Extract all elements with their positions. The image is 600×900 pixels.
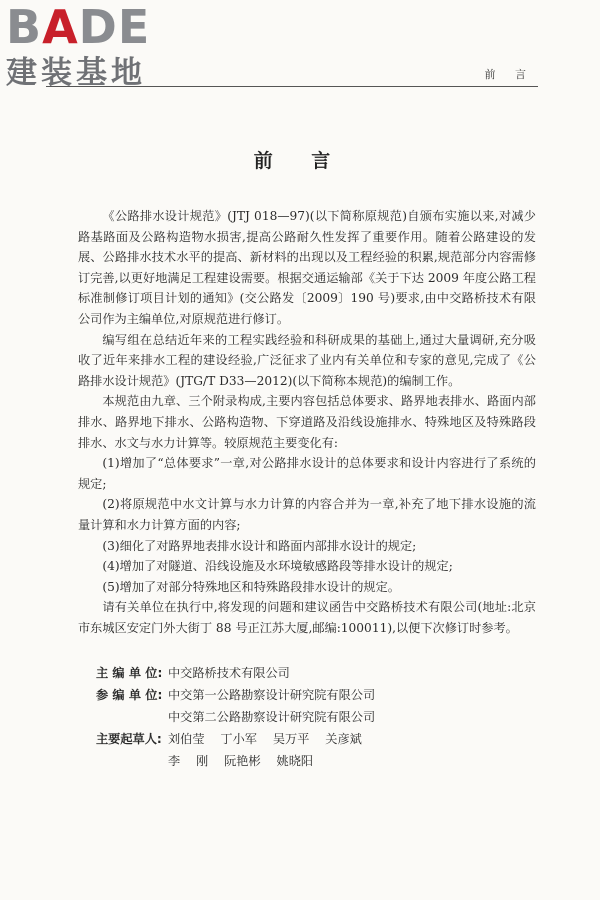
participating-unit: 中交第一公路勘察设计研究院有限公司	[168, 688, 376, 702]
change-item-4: (4)增加了对隧道、沿线设施及水环境敏感路段等排水设计的规定;	[102, 559, 453, 574]
change-item-5: (5)增加了对部分特殊地区和特殊路段排水设计的规定。	[102, 579, 400, 594]
paragraph-drafting: 编写组在总结近年来的工程实践经验和科研成果的基础上,通过大量调研,充分吸收了近年来排水工程的建设经验,广泛征求了业内有关单位和专家的意见,完成了《公路排水设计规范》(JTG/T D33—2012)(以下简称本规范)的编制工作。	[78, 332, 536, 388]
participating-label: 参 编 单 位:	[96, 688, 163, 702]
drafters-row	[96, 728, 516, 772]
logo-chinese-name: 建装基地	[6, 55, 146, 91]
preface-body	[78, 206, 536, 638]
change-item-1: (1)增加了“总体要求”一章,对公路排水设计的总体要求和设计内容进行了系统的规定;	[78, 456, 536, 491]
chief-editor-row	[96, 662, 516, 684]
change-item-3: (3)细化了对路界地表排水设计和路面内部排水设计的规定;	[102, 538, 417, 553]
bade-logo	[6, 0, 206, 104]
participating-unit: 中交第二公路勘察设计研究院有限公司	[168, 710, 376, 724]
drafters-names: 李 刚 阮艳彬 姚晓阳	[168, 754, 314, 768]
participating-row	[96, 684, 516, 728]
paragraph-feedback: 请有关单位在执行中,将发现的问题和建议函告中交路桥技术有限公司(地址:北京市东城区安定门外大街丁 88 号正江苏大厦,邮编:100011),以便下次修订时参考。	[78, 600, 536, 635]
paragraph-structure: 本规范由九章、三个附录构成,主要内容包括总体要求、路界地表排水、路面内部排水、路界地下排水、公路构造物、下穿道路及沿线设施排水、特殊地区及特殊路段排水、水文与水力计算等。较原规范主要变化有:	[78, 394, 536, 450]
drafters-names: 刘伯莹 丁小军 吴万平 关彦斌	[168, 732, 362, 746]
drafters-label: 主要起草人:	[96, 732, 162, 746]
signatories-block	[96, 662, 516, 772]
header-rule	[46, 86, 538, 87]
change-item-2: (2)将原规范中水文计算与水力计算的内容合并为一章,补充了地下排水设施的流量计算和水力计算方面的内容;	[78, 497, 536, 532]
chief-editor-label: 主 编 单 位:	[96, 666, 163, 680]
logo-wordmark: BADE	[6, 0, 151, 54]
paragraph-background: 《公路排水设计规范》(JTJ 018—97)(以下简称原规范)自颁布实施以来,对减少路基路面及公路构造物水损害,提高公路耐久性发挥了重要作用。随着公路建设的发展、公路排水技术水平的提高、新材料的出现以及工程经验的积累,规范部分内容需修订完善,以更好地满足工程建设需要。根据交通运输部《关于下达 2009 年度公路工程标准制修订项目计划的通知》(交公路发〔2009〕190 号)要求,由中交路桥技术有限公司作为主编单位,对原规范进行修订。	[78, 209, 536, 326]
page-title: 前 言	[253, 150, 347, 172]
chief-editor-unit: 中交路桥技术有限公司	[168, 666, 290, 680]
running-head: 前 言	[484, 68, 534, 81]
